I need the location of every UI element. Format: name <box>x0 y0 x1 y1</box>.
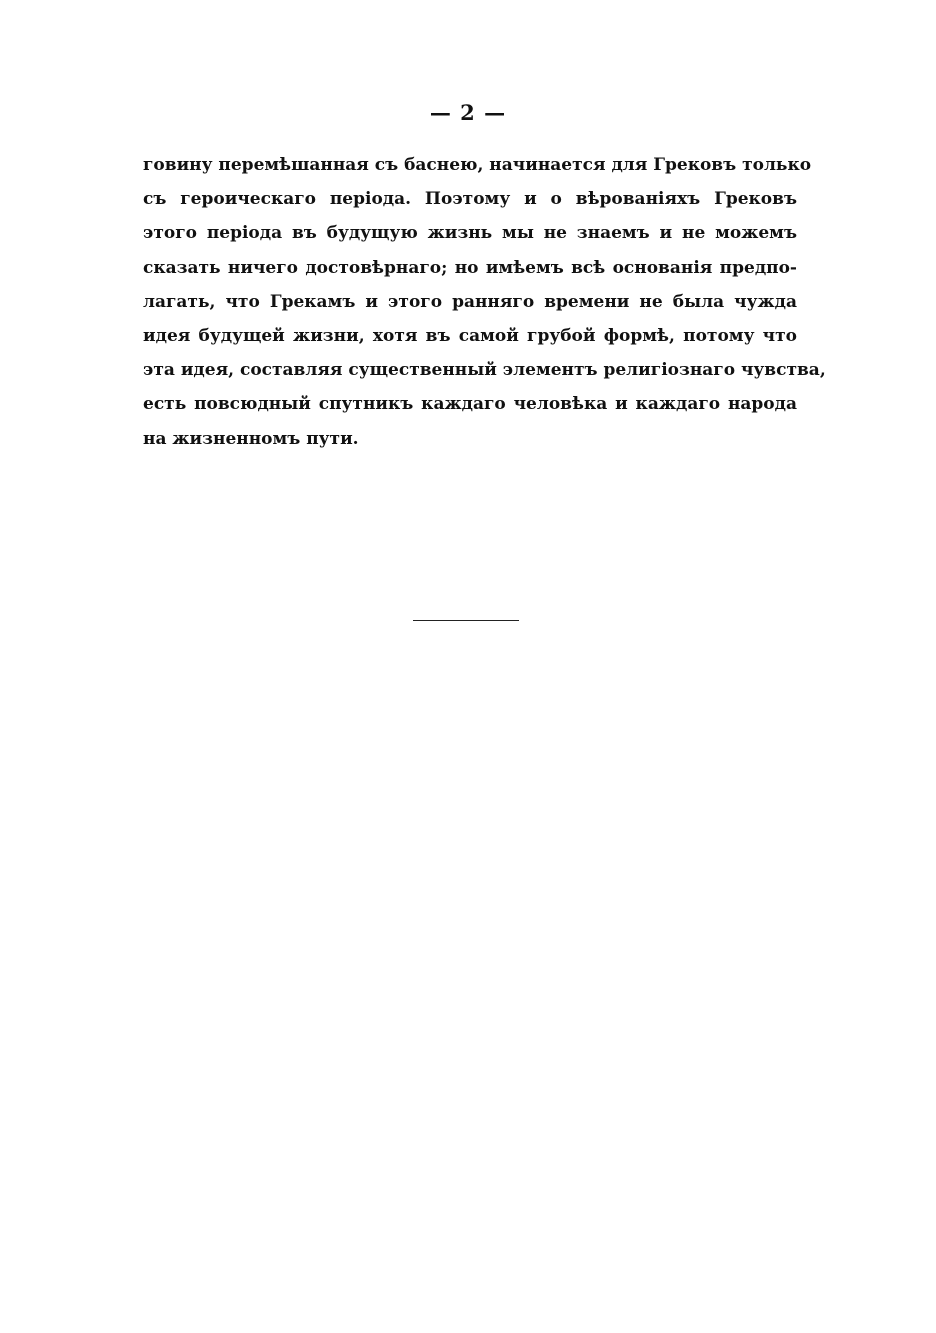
text-line: съ героическаго періода. Поэтому и о вѣрованіяхъ Грековъ <box>143 189 797 210</box>
text-line: сказать ничего достовѣрнаго; но имѣемъ всѣ основанія предпо- <box>143 257 797 278</box>
text-line: идея будущей жизни, хотя въ самой грубой формѣ, потому что <box>143 325 797 346</box>
body-paragraph <box>143 148 826 456</box>
text-line: есть повсюдный спутникъ каждаго человѣка и каждаго народа <box>143 394 797 415</box>
section-end-rule <box>413 620 519 621</box>
text-line: говину перемѣшанная съ баснею, начинается для Грековъ только <box>143 155 812 175</box>
page-number: — 2 — <box>429 100 507 125</box>
text-line: лагать, что Грекамъ и этого ранняго времени не была чужда <box>143 291 797 312</box>
text-line: на жизненномъ пути. <box>143 428 359 449</box>
text-line: эта идея, составляя существенный элементъ религіознаго чувства, <box>143 360 826 381</box>
text-line: этого періода въ будущую жизнь мы не знаемъ и не можемъ <box>143 223 797 244</box>
